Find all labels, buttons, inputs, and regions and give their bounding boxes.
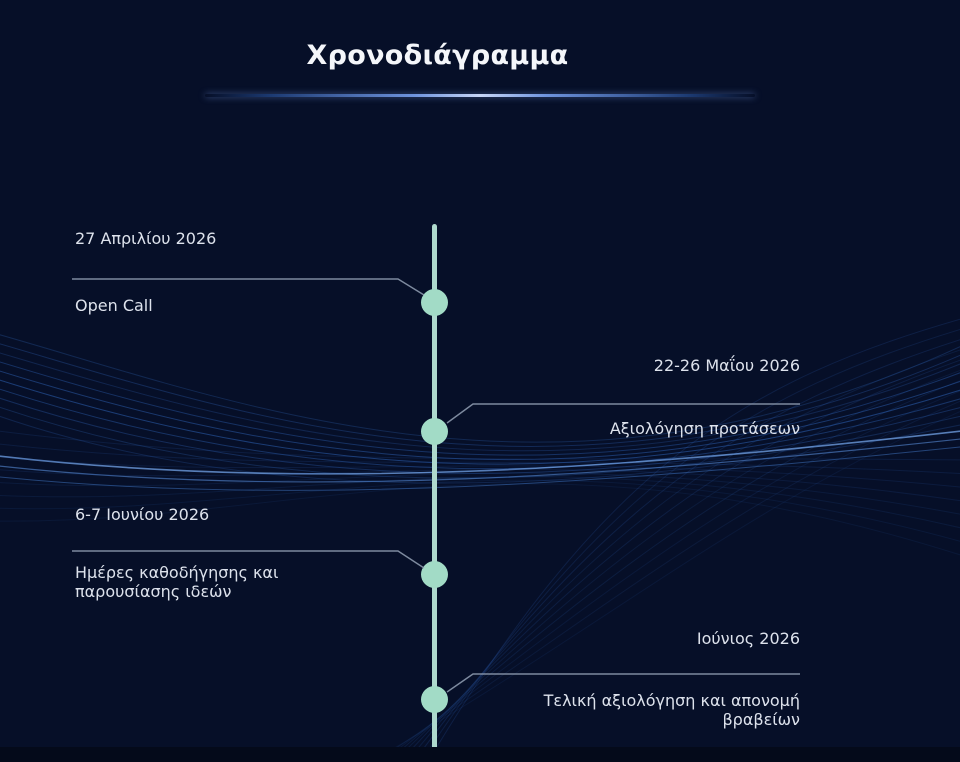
milestone-1-date: 27 Απριλίου 2026	[75, 229, 217, 248]
milestone-2-label: Αξιολόγηση προτάσεων	[609, 419, 800, 438]
milestone-4-date: Ιούνιος 2026	[696, 629, 800, 648]
milestone-1-label: Open Call	[75, 296, 153, 315]
milestone-4-label: Τελική αξιολόγηση και απονομή βραβείων	[543, 691, 800, 729]
page-title: Χρονοδιάγραμμα	[306, 40, 569, 71]
milestone-dot	[421, 561, 448, 588]
milestone-3-label: Ημέρες καθοδήγησης και παρουσίασης ιδεών	[75, 563, 279, 601]
milestone-2-date: 22-26 Μαΐου 2026	[653, 356, 800, 375]
bottom-strip	[0, 747, 960, 762]
title-divider	[205, 94, 755, 97]
milestone-dot	[421, 418, 448, 445]
milestone-dot	[421, 289, 448, 316]
milestone-dot	[421, 686, 448, 713]
milestone-3-date: 6-7 Ιουνίου 2026	[75, 505, 210, 524]
